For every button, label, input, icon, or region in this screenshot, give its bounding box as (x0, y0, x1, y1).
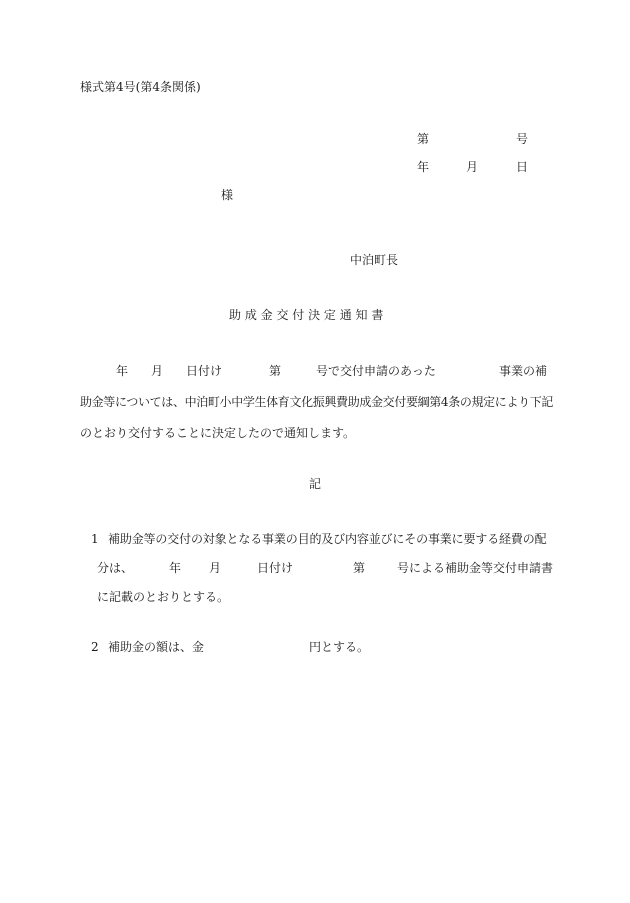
item1-line2-start: 分は、 (97, 561, 134, 575)
number-prefix: 第 (417, 132, 430, 146)
date-month-label: 月 (466, 160, 479, 174)
item1-line-1: 補助金等の交付の対象となる事業の目的及び内容並びにその事業に要する経費の配 (108, 532, 547, 546)
item2-text-a: 補助金の額は、金 (108, 640, 205, 654)
item1-line-3: に記載のとおりとする。 (97, 590, 230, 604)
item1-year: 年 (169, 561, 182, 575)
item1-line2-tail: 号による補助金等交付申請書 (397, 561, 554, 575)
item1-dated: 日付け (257, 561, 294, 575)
recipient-suffix: 様 (221, 188, 234, 202)
body-dai: 第 (269, 364, 282, 378)
form-label: 様式第4号(第4条関係) (80, 80, 201, 94)
date-day-label: 日 (516, 160, 529, 174)
number-suffix: 号 (516, 132, 529, 146)
item2-text-b: 円とする。 (309, 640, 370, 654)
body-month: 月 (151, 364, 164, 378)
body-line-2: 助金等については、中泊町小中学生体育文化振興費助成金交付要綱第4条の規定により下記 (80, 395, 554, 409)
document-title: 助 成 金 交 付 決 定 通 知 書 (229, 308, 384, 322)
ki-marker: 記 (309, 477, 322, 491)
issuer: 中泊町長 (350, 253, 399, 267)
body-text: 号で交付申請のあった (316, 364, 436, 378)
item1-number: 1 (91, 532, 99, 546)
item1-month: 月 (209, 561, 222, 575)
date-year-label: 年 (417, 160, 430, 174)
body-tail: 事業の補 (499, 364, 548, 378)
body-year: 年 (116, 364, 129, 378)
item2-number: 2 (91, 640, 99, 654)
item1-dai: 第 (353, 561, 366, 575)
body-line-3: のとおり交付することに決定したので通知します。 (80, 426, 356, 440)
body-dated: 日付け (186, 364, 223, 378)
